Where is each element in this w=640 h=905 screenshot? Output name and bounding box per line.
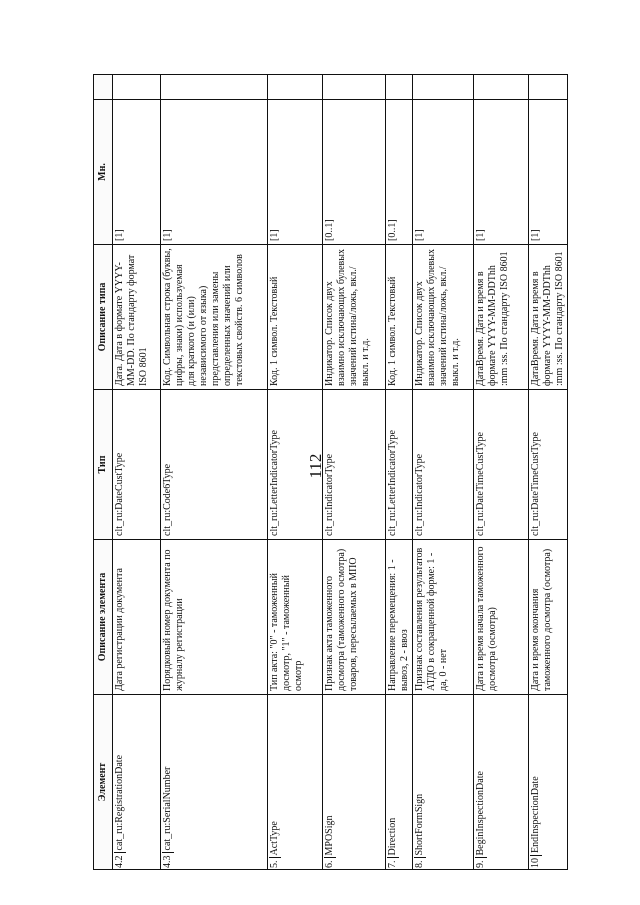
- element-description: Признак акта таможенного досмотра (таможенного осмотра) товаров, пересылаемых в МПО: [323, 540, 386, 695]
- multiplicity: [1]: [413, 100, 474, 245]
- element-description: Дата регистрации документа: [113, 540, 161, 695]
- element-name: ShortFormSign: [414, 793, 425, 856]
- element-cell: [474, 695, 529, 870]
- type-description: Код. 1 символ. Текстовый: [268, 245, 323, 390]
- element-description: Дата и время начала таможенного досмотра (осмотра): [474, 540, 529, 695]
- multiplicity: [0..1]: [323, 100, 386, 245]
- element-name: MPOSign: [324, 815, 335, 856]
- blank-cell: [413, 75, 474, 100]
- element-cell: [386, 695, 413, 870]
- type-name: clt_ru:IndicatorType: [323, 390, 386, 540]
- row-number: 7.: [387, 858, 399, 869]
- blank-cell: [113, 75, 161, 100]
- element-description: Направление перемещения: 1 - вывоз, 2 - ввоз: [386, 540, 413, 695]
- element-name: cat_ru:RegistrationDate: [114, 754, 125, 851]
- type-description: Код. 1 символ. Текстовый: [386, 245, 413, 390]
- blank-cell: [268, 75, 323, 100]
- element-name: BeginInspectionDate: [475, 771, 486, 856]
- element-description: Признак составления результатов АТДО в сокращенной форме: 1 - да, 0 - нет: [413, 540, 474, 695]
- header-element-description: Описание элемента: [94, 540, 113, 695]
- element-cell: [323, 695, 386, 870]
- blank-cell: [529, 75, 568, 100]
- multiplicity: [1]: [113, 100, 161, 245]
- type-name: clt_ru:LetterIndicatorType: [268, 390, 323, 540]
- table-container: [93, 75, 565, 870]
- blank-cell: [474, 75, 529, 100]
- schema-table: [93, 74, 568, 870]
- multiplicity: [1]: [161, 100, 268, 245]
- element-cell: [113, 695, 161, 870]
- type-description: Код. Символьная строка (буквы, цифры, знаки) используемая для краткого (и (или) независимого от языка) представления или замены определенных значений или текстовых свойств. 6 символов: [161, 245, 268, 390]
- multiplicity: [1]: [474, 100, 529, 245]
- multiplicity: [1]: [268, 100, 323, 245]
- element-name: ActType: [269, 821, 280, 856]
- blank-cell: [386, 75, 413, 100]
- type-description: Индикатор. Список двух взаимно исключающих булевых значений истина/ложь, вкл./выкл. и т.д.: [413, 245, 474, 390]
- row-number: 10: [530, 855, 542, 868]
- row-number: 8.: [414, 858, 426, 869]
- row-number: 6.: [324, 858, 336, 869]
- type-description: Индикатор. Список двух взаимно исключающих булевых значений истина/ложь, вкл./выкл. и т.д.: [323, 245, 386, 390]
- element-name: cat_ru:SerialNumber: [162, 766, 173, 851]
- table-header-row: [94, 75, 113, 870]
- table-row: [113, 75, 161, 870]
- page-number-text: 112: [306, 453, 325, 479]
- type-name: clt_ru:Code6Type: [161, 390, 268, 540]
- type-name: clt_ru:DateCustType: [113, 390, 161, 540]
- element-cell: [529, 695, 568, 870]
- element-description: Дата и время окончания таможенного досмотра (осмотра): [529, 540, 568, 695]
- header-type-description: Описание типа: [94, 245, 113, 390]
- row-number: 9.: [475, 858, 487, 869]
- blank-cell: [323, 75, 386, 100]
- header-element: Элемент: [94, 695, 113, 870]
- table-row: [474, 75, 529, 870]
- element-name: Direction: [387, 817, 398, 856]
- table-row: [323, 75, 386, 870]
- type-name: clt_ru:DateTimeCustType: [529, 390, 568, 540]
- table-row: [413, 75, 474, 870]
- type-name: clt_ru:LetterIndicatorType: [386, 390, 413, 540]
- row-number: 5.: [269, 858, 281, 869]
- type-name: clt_ru:IndicatorType: [413, 390, 474, 540]
- header-type: Тип: [94, 390, 113, 540]
- type-name: clt_ru:DateTimeCustType: [474, 390, 529, 540]
- element-cell: [161, 695, 268, 870]
- rotated-table-frame: [93, 75, 565, 870]
- blank-cell: [161, 75, 268, 100]
- element-cell: [413, 695, 474, 870]
- type-description: ДатаВремя. Дата и время в формате YYYY-MM-DDThh :mm :ss. По стандарту ISO 8601: [474, 245, 529, 390]
- table-row: [529, 75, 568, 870]
- row-number: 4.3: [162, 853, 174, 869]
- header-multiplicity: Мн.: [94, 100, 113, 245]
- type-description: ДатаВремя. Дата и время в формате YYYY-MM-DDThh :mm :ss. По стандарту ISO 8601: [529, 245, 568, 390]
- element-name: EndInspectionDate: [530, 776, 541, 853]
- table-row: [386, 75, 413, 870]
- type-description: Дата. Дата в формате YYYY-MM-DD. По стандарту формат ISO 8601: [113, 245, 161, 390]
- element-description: Тип акта: "0" - таможенный досмотр, "1" - таможенный осмотр: [268, 540, 323, 695]
- element-description: Порядковый номер документа по журналу регистрации: [161, 540, 268, 695]
- multiplicity: [1]: [529, 100, 568, 245]
- header-blank: [94, 75, 113, 100]
- element-cell: [268, 695, 323, 870]
- multiplicity: [0..1]: [386, 100, 413, 245]
- table-row: [268, 75, 323, 870]
- row-number: 4.2: [114, 853, 126, 869]
- table-row: [161, 75, 268, 870]
